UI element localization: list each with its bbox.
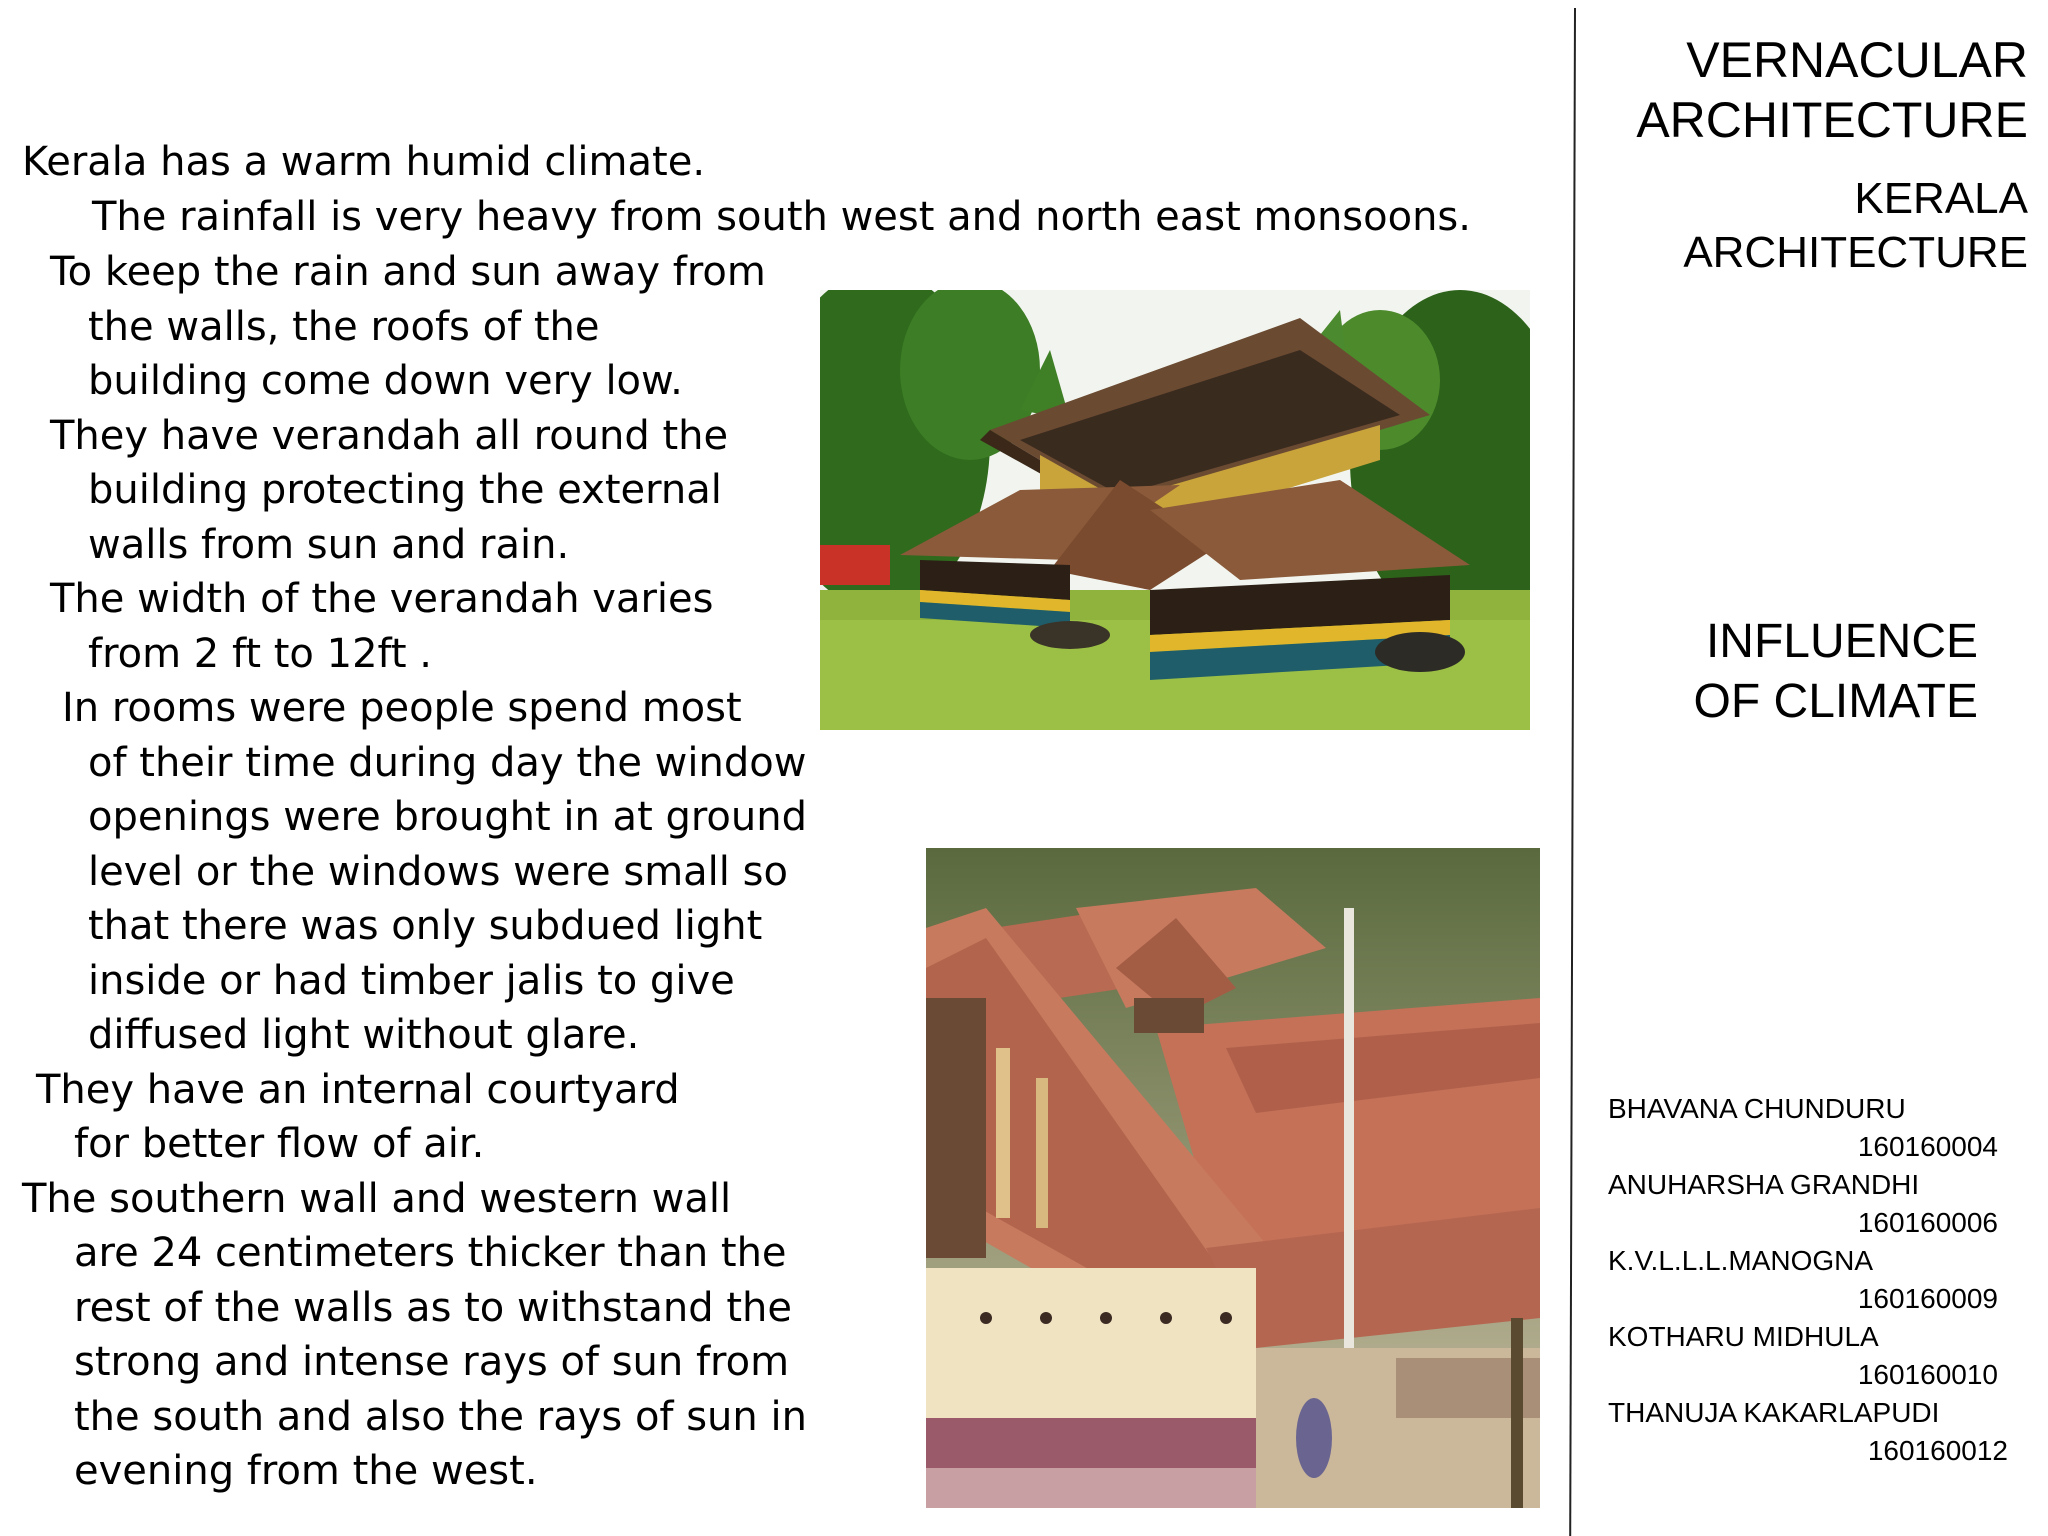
member-name: THANUJA KAKARLAPUDI	[1608, 1397, 1940, 1428]
topic-line: OF CLIMATE	[1693, 675, 1978, 728]
member-name: K.V.L.L.L.MANOGNA	[1608, 1245, 1874, 1276]
body-line: building come down very low.	[88, 358, 683, 404]
body-line: To keep the rain and sun away from	[50, 249, 766, 295]
body-line: rest of the walls as to withstand the	[74, 1285, 792, 1331]
slide-topic	[1694, 612, 1978, 732]
subtitle-line: KERALA	[1854, 174, 2028, 223]
body-line: level or the windows were small so	[88, 849, 788, 895]
body-line: inside or had timber jalis to give	[88, 958, 735, 1004]
member-id: 160160010	[1857, 1359, 1998, 1390]
body-line: openings were brought in at ground	[88, 794, 807, 840]
body-line: Kerala has a warm humid climate.	[22, 139, 706, 185]
subtitle-line: ARCHITECTURE	[1683, 228, 2028, 277]
team-members	[1608, 1090, 2008, 1470]
slide-title	[1636, 30, 2028, 150]
topic-line: INFLUENCE	[1705, 615, 1978, 668]
slide-subtitle	[1683, 172, 2028, 280]
body-line: the walls, the roofs of the	[88, 304, 600, 350]
body-line: The width of the verandah varies	[50, 576, 714, 622]
body-line: that there was only subdued light	[88, 903, 763, 949]
body-line: building protecting the external	[88, 467, 722, 513]
body-line: are 24 centimeters thicker than the	[74, 1230, 787, 1276]
member-id: 160160004	[1857, 1131, 1998, 1162]
body-line: walls from sun and rain.	[88, 522, 570, 568]
member-id: 160160009	[1857, 1283, 1998, 1314]
vertical-divider	[1569, 8, 1576, 1536]
kerala-house-photo	[820, 290, 1530, 730]
body-line: They have verandah all round the	[50, 413, 729, 459]
body-line: The rainfall is very heavy from south west and north east monsoons.	[92, 194, 1471, 240]
member-id: 160160006	[1857, 1207, 1998, 1238]
title-line: ARCHITECTURE	[1636, 92, 2028, 148]
body-line: the south and also the rays of sun in	[74, 1394, 807, 1440]
body-line: of their time during day the window	[88, 740, 807, 786]
body-line: In rooms were people spend most	[62, 685, 742, 731]
temple-roof-illustration	[926, 848, 1540, 1508]
kerala-house-illustration	[820, 290, 1530, 730]
body-line: They have an internal courtyard	[36, 1067, 680, 1113]
body-line: strong and intense rays of sun from	[74, 1339, 790, 1385]
member-name: KOTHARU MIDHULA	[1608, 1321, 1879, 1352]
body-line: from 2 ft to 12ft .	[88, 631, 433, 677]
body-line: The southern wall and western wall	[22, 1176, 732, 1222]
body-line: evening from the west.	[74, 1448, 538, 1494]
member-name: BHAVANA CHUNDURU	[1608, 1093, 1906, 1124]
member-name: ANUHARSHA GRANDHI	[1608, 1169, 1920, 1200]
temple-roof-photo	[926, 848, 1540, 1508]
title-line: VERNACULAR	[1686, 32, 2028, 88]
member-id: 160160012	[1867, 1435, 2008, 1466]
body-line: for better flow of air.	[74, 1121, 485, 1167]
body-line: diffused light without glare.	[88, 1012, 640, 1058]
